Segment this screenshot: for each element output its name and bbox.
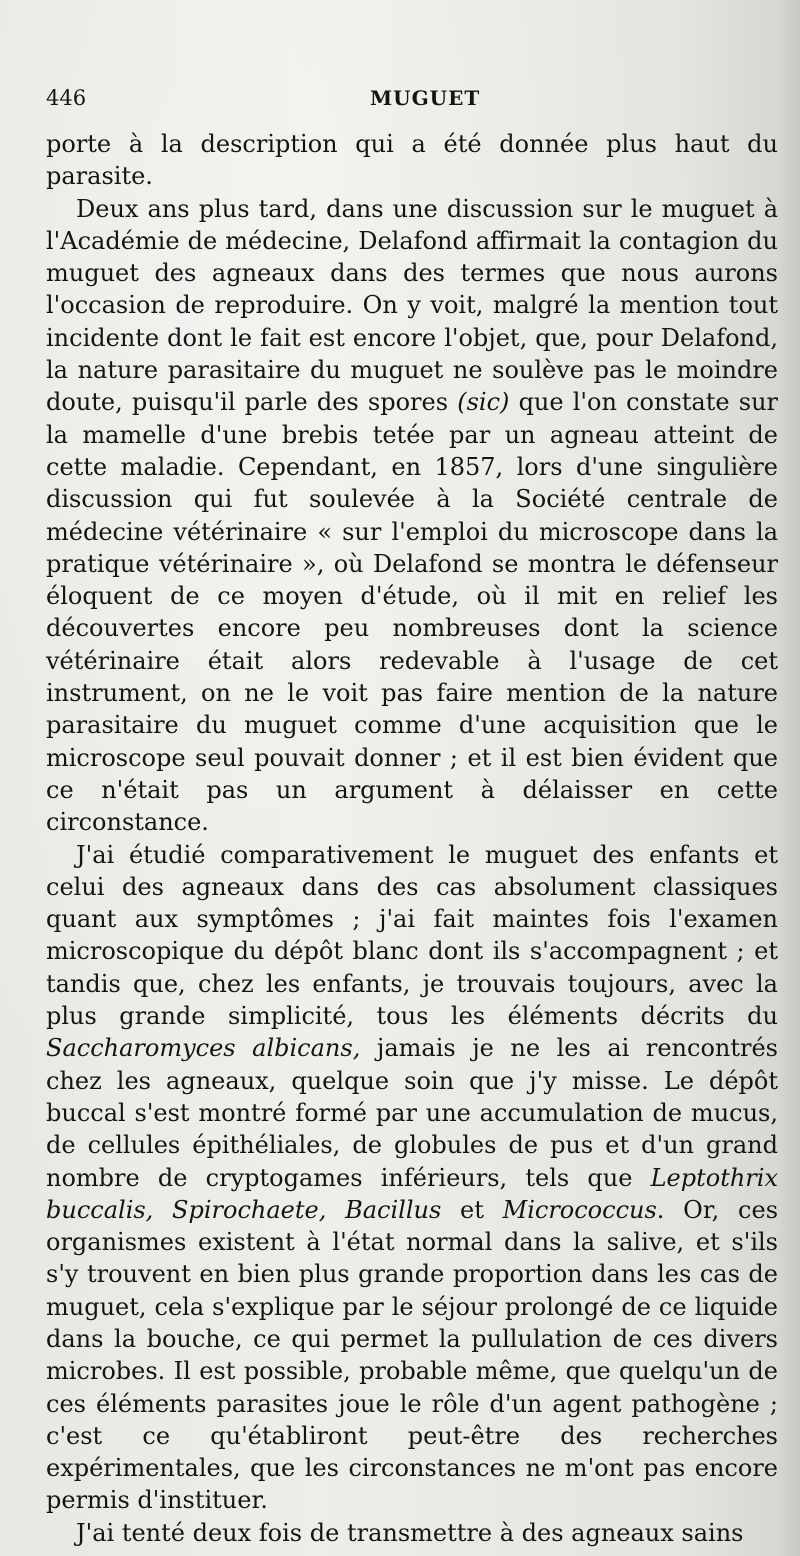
- text-run: J'ai étudié comparativement le muguet des enfants et celui des agneaux dans des cas absolument classiques quant aux symptômes ; j'ai fait maintes fois l'examen microscopique du dépôt blanc dont ils s'accompagnent ; et tandis que, chez les enfants, je trouvais toujours, avec la plus grande simplicité, tous les éléments décrits du: [46, 840, 778, 1031]
- text-run: porte à la description qui a été donnée plus haut du parasite.: [46, 130, 778, 191]
- page-header: [46, 86, 766, 120]
- text-run: et: [441, 1195, 503, 1224]
- text-run: J'ai tenté deux fois de transmettre à des agneaux sains: [76, 1518, 744, 1547]
- paragraph: [46, 1517, 778, 1549]
- italic-term: Micrococcus: [502, 1195, 657, 1224]
- italic-term: Leptothrix buccalis, Spirochaete, Bacillus: [46, 1163, 778, 1224]
- paragraph: [46, 193, 778, 839]
- text-run: . Or, ces organismes existent à l'état normal dans la salive, et s'ils s'y trouvent en bien plus grande proportion dans les cas de muguet, cela s'explique par le séjour prolongé de ce liquide dans la bouche, ce qui permet la pullulation de ces divers microbes. Il est possible, probable même, que quelqu'un de ces éléments parasites joue le rôle d'un agent pathogène ; c'est ce qu'établiront peut-être des recherches expérimentales, que les circonstances ne m'ont pas encore permis d'instituer.: [46, 1195, 779, 1515]
- italic-term: (sic): [457, 388, 510, 417]
- running-title: MUGUET: [370, 86, 481, 110]
- page-number: 446: [46, 86, 87, 110]
- italic-term: Saccharomyces albicans,: [46, 1034, 361, 1063]
- text-run: que l'on constate sur la mamelle d'une brebis tetée par un agneau atteint de cette maladie. Cependant, en 1857, lors d'une singulière discussion qui fut soulevée à la Société centrale de médecine vétérinaire « sur l'emploi du microscope dans la pratique vétérinaire », où Delafond se montra le défenseur éloquent de ce moyen d'étude, où il mit en relief les découvertes encore peu nombreuses dont la science vétérinaire était alors redevable à l'usage de cet instrument, on ne le voit pas faire mention de la nature parasitaire du muguet comme d'une acquisition que le microscope seul pouvait donner ; et il est bien évident que ce n'était pas un argument à délaisser en cette circonstance.: [46, 388, 778, 837]
- paragraph: [46, 839, 778, 1517]
- paragraph: [46, 128, 778, 193]
- body-text: [46, 128, 778, 1549]
- text-run: Deux ans plus tard, dans une discussion sur le muguet à l'Académie de médecine, Delafond affirmait la contagion du muguet des agneaux dans des termes que nous aurons l'occasion de reproduire. On y voit, malgré la mention tout incidente dont le fait est encore l'objet, que, pour Delafond, la nature parasitaire du muguet ne soulève pas le moindre doute, puisqu'il parle des spores: [46, 194, 778, 417]
- text-run: jamais je ne les ai rencontrés chez les agneaux, quelque soin que j'y misse. Le dépôt buccal s'est montré formé par une accumulation de mucus, de cellules épithéliales, de globules de pus et d'un grand nombre de cryptogames inférieurs, tels que: [46, 1034, 779, 1192]
